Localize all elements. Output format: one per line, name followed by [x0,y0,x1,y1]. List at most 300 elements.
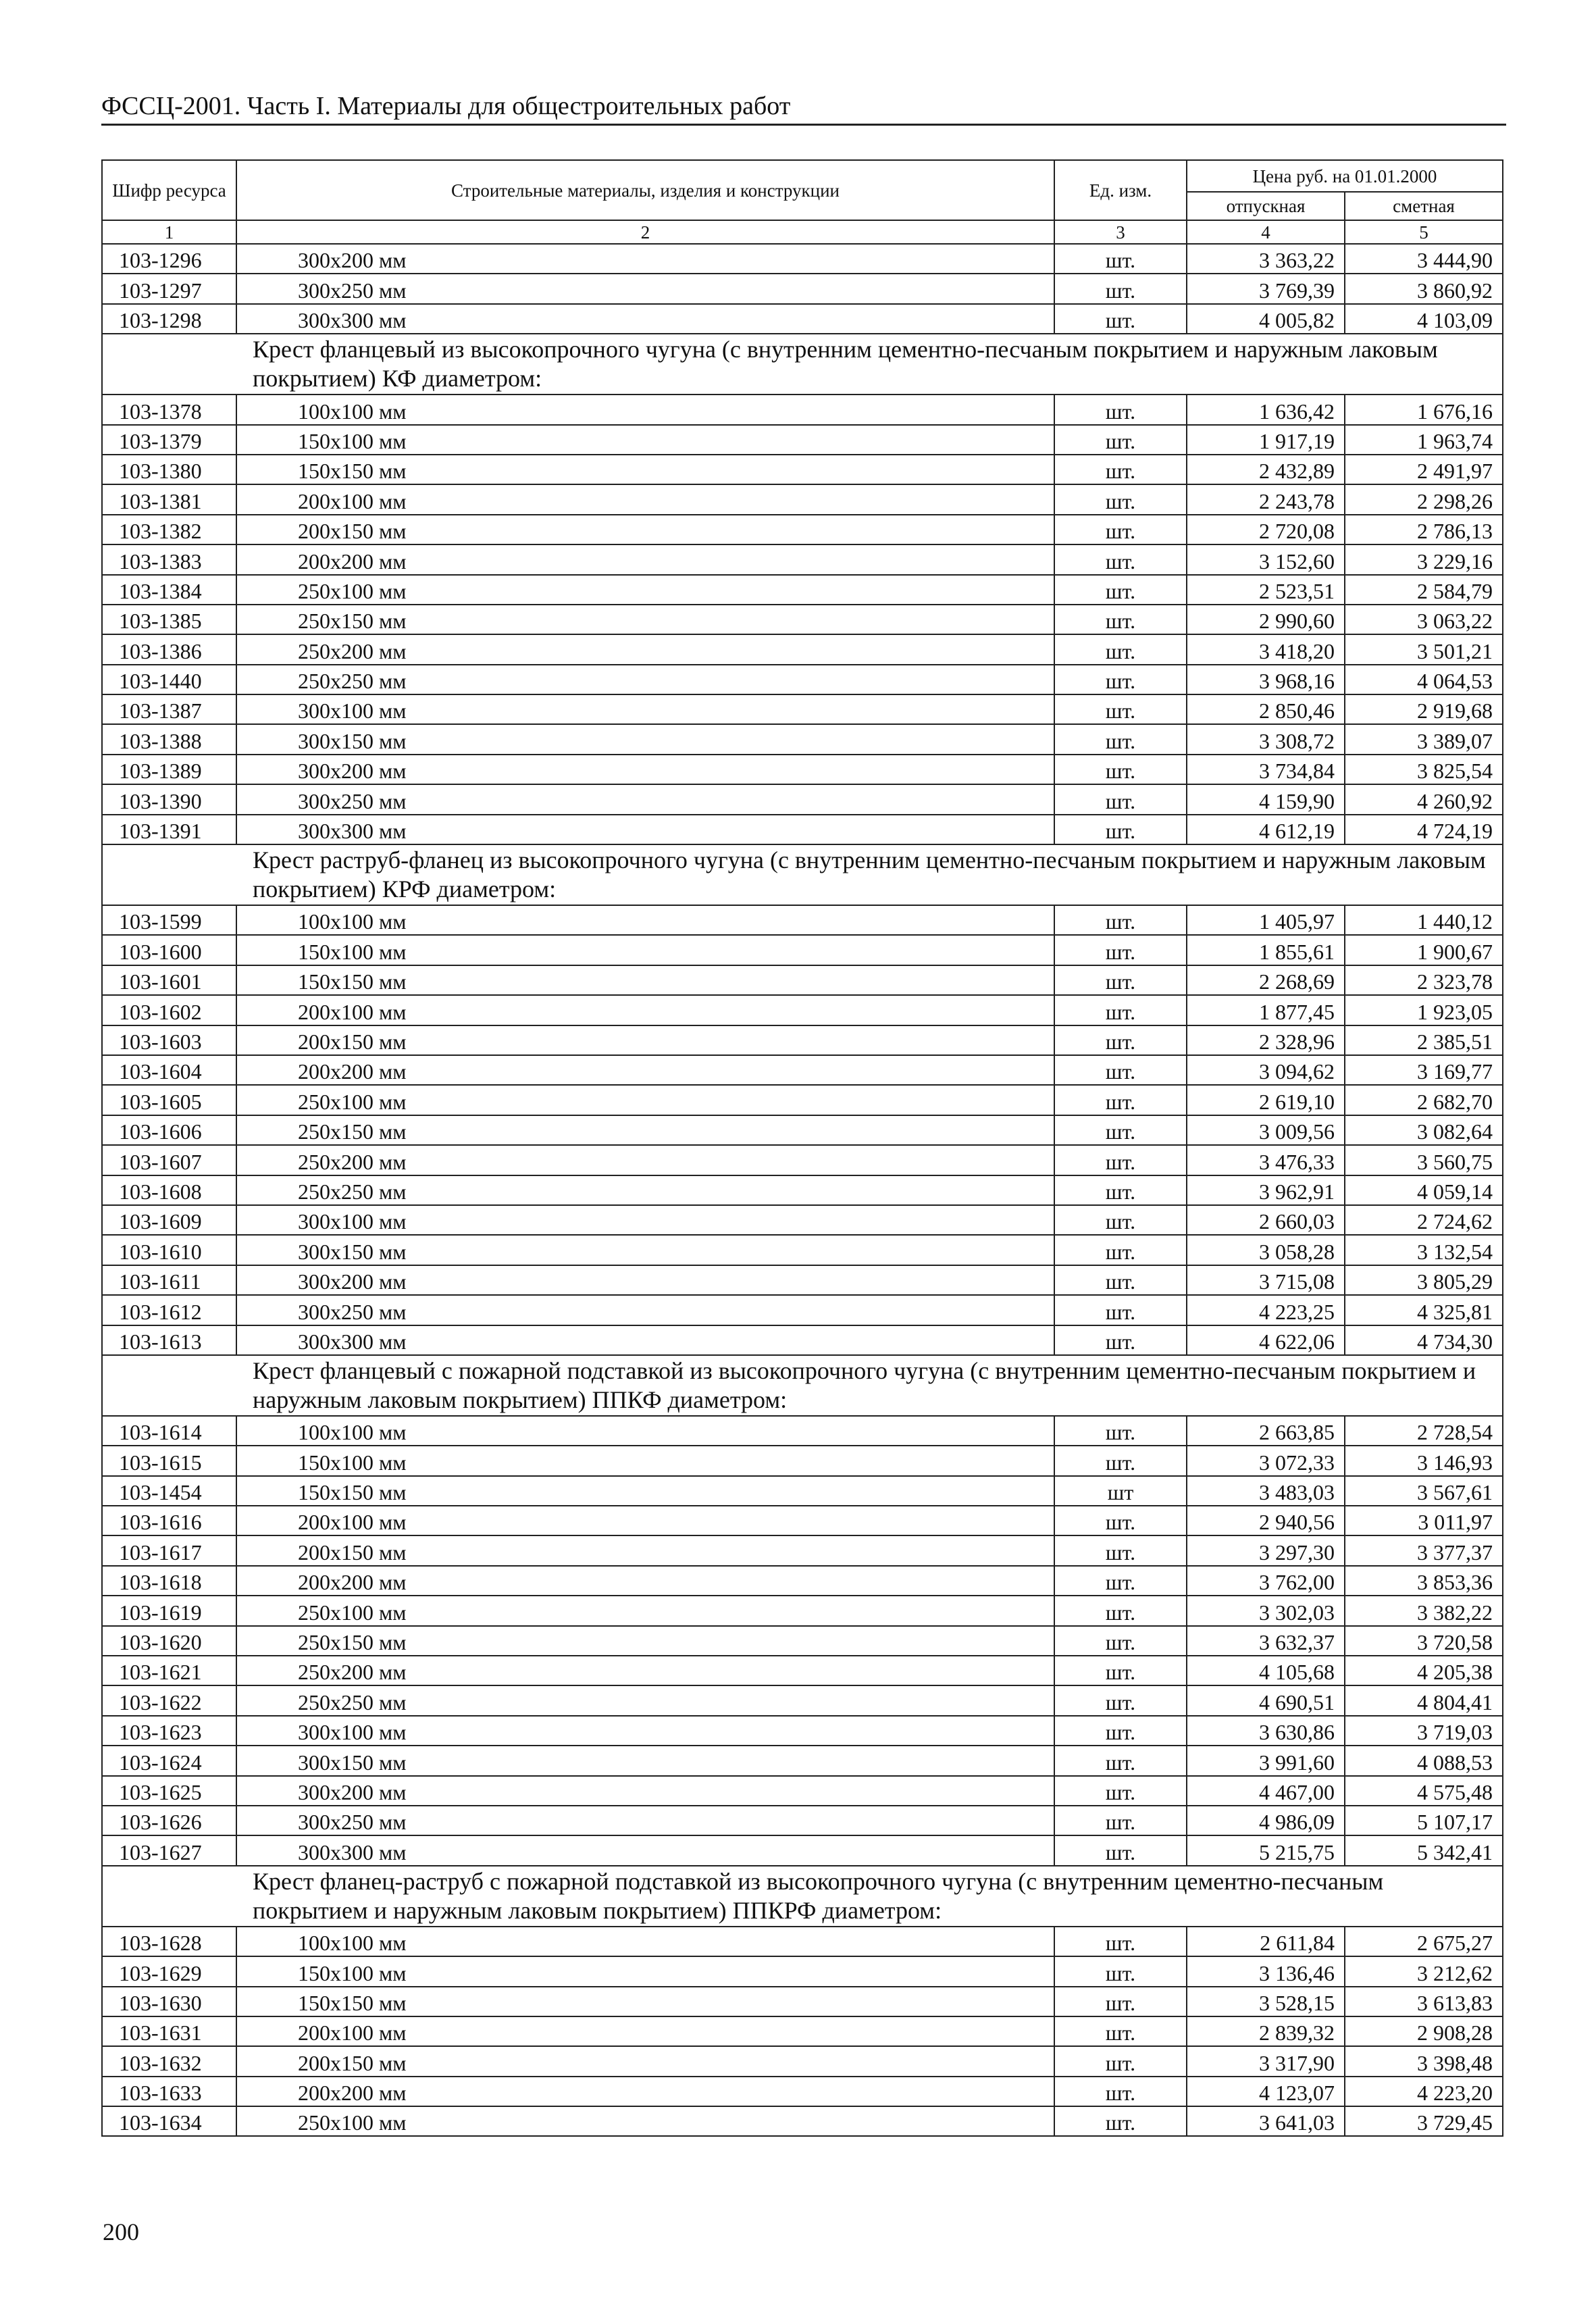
unit-cell: шт. [1054,905,1187,935]
table-row [102,935,1503,965]
table-row [102,784,1503,814]
table-row [102,1927,1503,1956]
material-name-cell: 250х150 мм [236,605,1054,634]
resource-code-cell: 103-1605 [102,1085,236,1115]
unit-cell: шт. [1054,575,1187,605]
release-price-cell: 3 734,84 [1187,755,1345,784]
table-row [102,1145,1503,1175]
col-header-price-group: Цена руб. на 01.01.2000 [1187,160,1503,192]
release-price-cell: 2 990,60 [1187,605,1345,634]
estimate-price-cell: 4 088,53 [1345,1746,1503,1775]
material-name-cell: 150х100 мм [236,1446,1054,1475]
material-name-cell: 300х200 мм [236,244,1054,274]
table-row [102,1205,1503,1235]
table-row [102,724,1503,754]
estimate-price-cell: 3 719,03 [1345,1716,1503,1746]
material-name-cell: 300х100 мм [236,1716,1054,1746]
resource-code-cell: 103-1601 [102,965,236,995]
estimate-price-cell: 2 675,27 [1345,1927,1503,1956]
unit-cell: шт. [1054,965,1187,995]
material-name-cell: 100х100 мм [236,905,1054,935]
material-name-cell: 300х200 мм [236,1265,1054,1295]
material-name-cell: 250х250 мм [236,665,1054,694]
table-row [102,2016,1503,2046]
material-name-cell: 250х100 мм [236,2106,1054,2136]
page-header: ФССЦ-2001. Часть I. Материалы для общестроительных работ [101,91,1506,126]
material-name-cell: 200х100 мм [236,1506,1054,1535]
material-name-cell: 300х100 мм [236,694,1054,724]
resource-code-cell: 103-1611 [102,1265,236,1295]
estimate-price-cell: 4 804,41 [1345,1685,1503,1715]
resource-code-cell: 103-1623 [102,1716,236,1746]
release-price-cell: 3 483,03 [1187,1476,1345,1506]
release-price-cell: 2 432,89 [1187,455,1345,484]
unit-cell: шт. [1054,1325,1187,1355]
estimate-price-cell: 3 011,97 [1345,1506,1503,1535]
table-row [102,694,1503,724]
material-name-cell: 150х100 мм [236,1956,1054,1986]
material-name-cell: 200х100 мм [236,995,1054,1025]
release-price-cell: 2 663,85 [1187,1416,1345,1446]
estimate-price-cell: 3 560,75 [1345,1145,1503,1175]
table-row [102,1235,1503,1265]
material-name-cell: 200х150 мм [236,1535,1054,1565]
resource-code-cell: 103-1440 [102,665,236,694]
resource-code-cell: 103-1381 [102,484,236,514]
estimate-price-cell: 3 613,83 [1345,1987,1503,2016]
resource-code-cell: 103-1630 [102,1987,236,2016]
unit-cell: шт. [1054,304,1187,334]
release-price-cell: 2 523,51 [1187,575,1345,605]
table-row [102,1085,1503,1115]
column-number: 5 [1345,220,1503,244]
estimate-price-cell: 2 786,13 [1345,515,1503,544]
table-row [102,965,1503,995]
release-price-cell: 2 268,69 [1187,965,1345,995]
unit-cell: шт. [1054,1115,1187,1145]
material-name-cell: 200х150 мм [236,515,1054,544]
resource-code-cell: 103-1607 [102,1145,236,1175]
estimate-price-cell: 2 298,26 [1345,484,1503,514]
unit-cell: шт. [1054,1446,1187,1475]
resource-code-cell: 103-1602 [102,995,236,1025]
estimate-price-cell: 3 805,29 [1345,1265,1503,1295]
estimate-price-cell: 1 900,67 [1345,935,1503,965]
unit-cell: шт. [1054,784,1187,814]
unit-cell: шт. [1054,755,1187,784]
section-row [102,1355,1503,1416]
material-name-cell: 200х200 мм [236,544,1054,574]
unit-cell: шт. [1054,1835,1187,1865]
release-price-cell: 3 058,28 [1187,1235,1345,1265]
material-name-cell: 200х150 мм [236,2046,1054,2076]
table-row [102,2106,1503,2136]
table-row [102,2046,1503,2076]
table-row [102,1776,1503,1806]
table-row [102,1596,1503,1625]
resource-code-cell: 103-1626 [102,1806,236,1835]
estimate-price-cell: 2 682,70 [1345,1085,1503,1115]
column-number-row [102,220,1503,244]
estimate-price-cell: 2 919,68 [1345,694,1503,724]
table-row [102,1265,1503,1295]
table-row [102,634,1503,664]
release-price-cell: 2 720,08 [1187,515,1345,544]
unit-cell: шт. [1054,395,1187,424]
unit-cell: шт. [1054,1205,1187,1235]
resource-code-cell: 103-1612 [102,1295,236,1325]
unit-cell: шт. [1054,425,1187,455]
resource-code-cell: 103-1608 [102,1175,236,1205]
release-price-cell: 4 123,07 [1187,2077,1345,2106]
material-name-cell: 300х300 мм [236,304,1054,334]
unit-cell: шт. [1054,1295,1187,1325]
material-name-cell: 200х100 мм [236,2016,1054,2046]
unit-cell: шт. [1054,1596,1187,1625]
release-price-cell: 1 405,97 [1187,905,1345,935]
resource-code-cell: 103-1634 [102,2106,236,2136]
release-price-cell: 1 877,45 [1187,995,1345,1025]
table-row [102,1987,1503,2016]
release-price-cell: 5 215,75 [1187,1835,1345,1865]
material-name-cell: 300х150 мм [236,1746,1054,1775]
section-title: Крест раструб-фланец из высокопрочного чугуна (с внутренним цементно-песчаным покрытием и наружным лаковым покрытием) КРФ диаметром: [102,844,1503,905]
release-price-cell: 1 855,61 [1187,935,1345,965]
unit-cell: шт. [1054,1085,1187,1115]
estimate-price-cell: 4 064,53 [1345,665,1503,694]
estimate-price-cell: 3 825,54 [1345,755,1503,784]
material-name-cell: 250х250 мм [236,1685,1054,1715]
unit-cell: шт. [1054,1535,1187,1565]
material-name-cell: 300х250 мм [236,784,1054,814]
estimate-price-cell: 1 440,12 [1345,905,1503,935]
resource-code-cell: 103-1629 [102,1956,236,1986]
material-name-cell: 100х100 мм [236,1416,1054,1446]
resource-code-cell: 103-1382 [102,515,236,544]
estimate-price-cell: 3 853,36 [1345,1566,1503,1596]
release-price-cell: 4 986,09 [1187,1806,1345,1835]
release-price-cell: 2 328,96 [1187,1025,1345,1055]
estimate-price-cell: 3 720,58 [1345,1626,1503,1656]
estimate-price-cell: 2 385,51 [1345,1025,1503,1055]
unit-cell: шт. [1054,1175,1187,1205]
unit-cell: шт. [1054,1927,1187,1956]
unit-cell: шт. [1054,1265,1187,1295]
material-name-cell: 250х150 мм [236,1115,1054,1145]
resource-code-cell: 103-1298 [102,304,236,334]
material-name-cell: 150х150 мм [236,455,1054,484]
column-number: 1 [102,220,236,244]
unit-cell: шт. [1054,544,1187,574]
table-row [102,1325,1503,1355]
material-name-cell: 250х150 мм [236,1626,1054,1656]
unit-cell: шт. [1054,2046,1187,2076]
resource-code-cell: 103-1603 [102,1025,236,1055]
unit-cell: шт [1054,1476,1187,1506]
unit-cell: шт. [1054,1956,1187,1986]
resource-code-cell: 103-1628 [102,1927,236,1956]
table-row [102,484,1503,514]
col-header-price-estimate: сметная [1345,192,1503,220]
unit-cell: шт. [1054,694,1187,724]
resource-code-cell: 103-1624 [102,1746,236,1775]
release-price-cell: 3 968,16 [1187,665,1345,694]
table-row [102,1806,1503,1835]
resource-code-cell: 103-1296 [102,244,236,274]
resource-code-cell: 103-1386 [102,634,236,664]
release-price-cell: 3 715,08 [1187,1265,1345,1295]
unit-cell: шт. [1054,634,1187,664]
release-price-cell: 3 009,56 [1187,1115,1345,1145]
table-row [102,274,1503,303]
release-price-cell: 3 302,03 [1187,1596,1345,1625]
resource-code-cell: 103-1604 [102,1055,236,1085]
material-name-cell: 250х200 мм [236,1145,1054,1175]
table-row [102,544,1503,574]
col-header-unit: Ед. изм. [1054,160,1187,220]
resource-code-cell: 103-1617 [102,1535,236,1565]
table-header-row [102,160,1503,192]
table-row [102,244,1503,274]
resource-code-cell: 103-1599 [102,905,236,935]
table-row [102,1535,1503,1565]
material-name-cell: 250х100 мм [236,1085,1054,1115]
resource-code-cell: 103-1600 [102,935,236,965]
estimate-price-cell: 4 260,92 [1345,784,1503,814]
unit-cell: шт. [1054,1506,1187,1535]
unit-cell: шт. [1054,665,1187,694]
unit-cell: шт. [1054,605,1187,634]
material-name-cell: 150х150 мм [236,1476,1054,1506]
material-name-cell: 300х250 мм [236,274,1054,303]
release-price-cell: 3 363,22 [1187,244,1345,274]
resource-code-cell: 103-1385 [102,605,236,634]
release-price-cell: 3 308,72 [1187,724,1345,754]
resource-code-cell: 103-1614 [102,1416,236,1446]
estimate-price-cell: 3 398,48 [1345,2046,1503,2076]
table-row [102,1506,1503,1535]
table-row [102,665,1503,694]
unit-cell: шт. [1054,1055,1187,1085]
resource-code-cell: 103-1622 [102,1685,236,1715]
release-price-cell: 2 619,10 [1187,1085,1345,1115]
table-row [102,605,1503,634]
unit-cell: шт. [1054,1685,1187,1715]
material-name-cell: 200х200 мм [236,1566,1054,1596]
estimate-price-cell: 3 382,22 [1345,1596,1503,1625]
table-row [102,395,1503,424]
table-row [102,1025,1503,1055]
material-name-cell: 300х300 мм [236,1325,1054,1355]
unit-cell: шт. [1054,2106,1187,2136]
resource-code-cell: 103-1632 [102,2046,236,2076]
unit-cell: шт. [1054,2077,1187,2106]
release-price-cell: 3 769,39 [1187,274,1345,303]
unit-cell: шт. [1054,1987,1187,2016]
table-row [102,815,1503,844]
unit-cell: шт. [1054,724,1187,754]
material-name-cell: 200х150 мм [236,1025,1054,1055]
unit-cell: шт. [1054,935,1187,965]
release-price-cell: 4 105,68 [1187,1656,1345,1685]
material-name-cell: 300х300 мм [236,1835,1054,1865]
resource-code-cell: 103-1613 [102,1325,236,1355]
estimate-price-cell: 4 724,19 [1345,815,1503,844]
material-name-cell: 200х100 мм [236,484,1054,514]
unit-cell: шт. [1054,274,1187,303]
unit-cell: шт. [1054,1716,1187,1746]
table-body [102,244,1503,2136]
estimate-price-cell: 1 676,16 [1345,395,1503,424]
release-price-cell: 3 072,33 [1187,1446,1345,1475]
table-row [102,1835,1503,1865]
resource-code-cell: 103-1384 [102,575,236,605]
table-row [102,1716,1503,1746]
material-name-cell: 150х100 мм [236,935,1054,965]
table-row [102,1566,1503,1596]
table-row [102,1626,1503,1656]
release-price-cell: 3 152,60 [1187,544,1345,574]
resource-code-cell: 103-1380 [102,455,236,484]
release-price-cell: 3 762,00 [1187,1566,1345,1596]
estimate-price-cell: 3 063,22 [1345,605,1503,634]
material-name-cell: 300х150 мм [236,1235,1054,1265]
estimate-price-cell: 4 205,38 [1345,1656,1503,1685]
estimate-price-cell: 3 212,62 [1345,1956,1503,1986]
release-price-cell: 4 467,00 [1187,1776,1345,1806]
section-row [102,844,1503,905]
col-header-price-release: отпускная [1187,192,1345,220]
material-name-cell: 250х100 мм [236,575,1054,605]
material-name-cell: 100х100 мм [236,1927,1054,1956]
resource-code-cell: 103-1627 [102,1835,236,1865]
table-row [102,1656,1503,1685]
section-title: Крест фланцевый с пожарной подставкой из высокопрочного чугуна (с внутренним цементно-песчаным покрытием и наружным лаковым покрытием) ППКФ диаметром: [102,1355,1503,1416]
unit-cell: шт. [1054,1566,1187,1596]
release-price-cell: 1 636,42 [1187,395,1345,424]
release-price-cell: 4 005,82 [1187,304,1345,334]
resource-code-cell: 103-1391 [102,815,236,844]
material-name-cell: 250х250 мм [236,1175,1054,1205]
resource-code-cell: 103-1383 [102,544,236,574]
table-row [102,515,1503,544]
material-name-cell: 150х150 мм [236,1987,1054,2016]
price-table-container [101,159,1503,2137]
unit-cell: шт. [1054,1806,1187,1835]
table-row [102,1175,1503,1205]
estimate-price-cell: 4 103,09 [1345,304,1503,334]
release-price-cell: 3 317,90 [1187,2046,1345,2076]
unit-cell: шт. [1054,1145,1187,1175]
resource-code-cell: 103-1631 [102,2016,236,2046]
section-title: Крест фланцевый из высокопрочного чугуна (с внутренним цементно-песчаным покрытием и наружным лаковым покрытием) КФ диаметром: [102,334,1503,395]
section-row [102,1866,1503,1927]
estimate-price-cell: 3 567,61 [1345,1476,1503,1506]
section-title: Крест фланец-раструб с пожарной подставкой из высокопрочного чугуна (с внутренним цементно-песчаным покрытием и наружным лаковым покрытием) ППКРФ диаметром: [102,1866,1503,1927]
estimate-price-cell: 2 724,62 [1345,1205,1503,1235]
estimate-price-cell: 4 325,81 [1345,1295,1503,1325]
unit-cell: шт. [1054,1746,1187,1775]
material-name-cell: 250х200 мм [236,1656,1054,1685]
material-name-cell: 300х200 мм [236,755,1054,784]
unit-cell: шт. [1054,1416,1187,1446]
material-name-cell: 300х200 мм [236,1776,1054,1806]
release-price-cell: 3 418,20 [1187,634,1345,664]
unit-cell: шт. [1054,1656,1187,1685]
estimate-price-cell: 4 734,30 [1345,1325,1503,1355]
estimate-price-cell: 4 059,14 [1345,1175,1503,1205]
resource-code-cell: 103-1378 [102,395,236,424]
release-price-cell: 3 297,30 [1187,1535,1345,1565]
resource-code-cell: 103-1633 [102,2077,236,2106]
page-number: 200 [103,2218,139,2245]
estimate-price-cell: 5 107,17 [1345,1806,1503,1835]
release-price-cell: 2 839,32 [1187,2016,1345,2046]
unit-cell: шт. [1054,1235,1187,1265]
material-name-cell: 150х150 мм [236,965,1054,995]
unit-cell: шт. [1054,1626,1187,1656]
release-price-cell: 4 612,19 [1187,815,1345,844]
resource-code-cell: 103-1389 [102,755,236,784]
estimate-price-cell: 4 223,20 [1345,2077,1503,2106]
table-row [102,755,1503,784]
column-number: 4 [1187,220,1345,244]
resource-code-cell: 103-1388 [102,724,236,754]
resource-code-cell: 103-1610 [102,1235,236,1265]
table-row [102,1476,1503,1506]
table-row [102,1956,1503,1986]
estimate-price-cell: 4 575,48 [1345,1776,1503,1806]
estimate-price-cell: 5 342,41 [1345,1835,1503,1865]
release-price-cell: 4 690,51 [1187,1685,1345,1715]
table-row [102,905,1503,935]
material-name-cell: 200х200 мм [236,1055,1054,1085]
release-price-cell: 2 660,03 [1187,1205,1345,1235]
estimate-price-cell: 3 377,37 [1345,1535,1503,1565]
table-row [102,425,1503,455]
unit-cell: шт. [1054,515,1187,544]
unit-cell: шт. [1054,1776,1187,1806]
material-name-cell: 300х250 мм [236,1806,1054,1835]
estimate-price-cell: 3 146,93 [1345,1446,1503,1475]
material-name-cell: 250х100 мм [236,1596,1054,1625]
price-table [101,159,1503,2137]
material-name-cell: 300х300 мм [236,815,1054,844]
estimate-price-cell: 3 729,45 [1345,2106,1503,2136]
estimate-price-cell: 3 501,21 [1345,634,1503,664]
release-price-cell: 3 630,86 [1187,1716,1345,1746]
resource-code-cell: 103-1379 [102,425,236,455]
unit-cell: шт. [1054,1025,1187,1055]
material-name-cell: 300х100 мм [236,1205,1054,1235]
col-header-name: Строительные материалы, изделия и конструкции [236,160,1054,220]
col-header-code: Шифр ресурса [102,160,236,220]
release-price-cell: 2 850,46 [1187,694,1345,724]
release-price-cell: 2 243,78 [1187,484,1345,514]
release-price-cell: 3 641,03 [1187,2106,1345,2136]
resource-code-cell: 103-1618 [102,1566,236,1596]
unit-cell: шт. [1054,815,1187,844]
resource-code-cell: 103-1387 [102,694,236,724]
table-row [102,1115,1503,1145]
table-row [102,575,1503,605]
material-name-cell: 250х200 мм [236,634,1054,664]
material-name-cell: 150х100 мм [236,425,1054,455]
estimate-price-cell: 2 323,78 [1345,965,1503,995]
unit-cell: шт. [1054,244,1187,274]
table-row [102,1416,1503,1446]
table-row [102,304,1503,334]
